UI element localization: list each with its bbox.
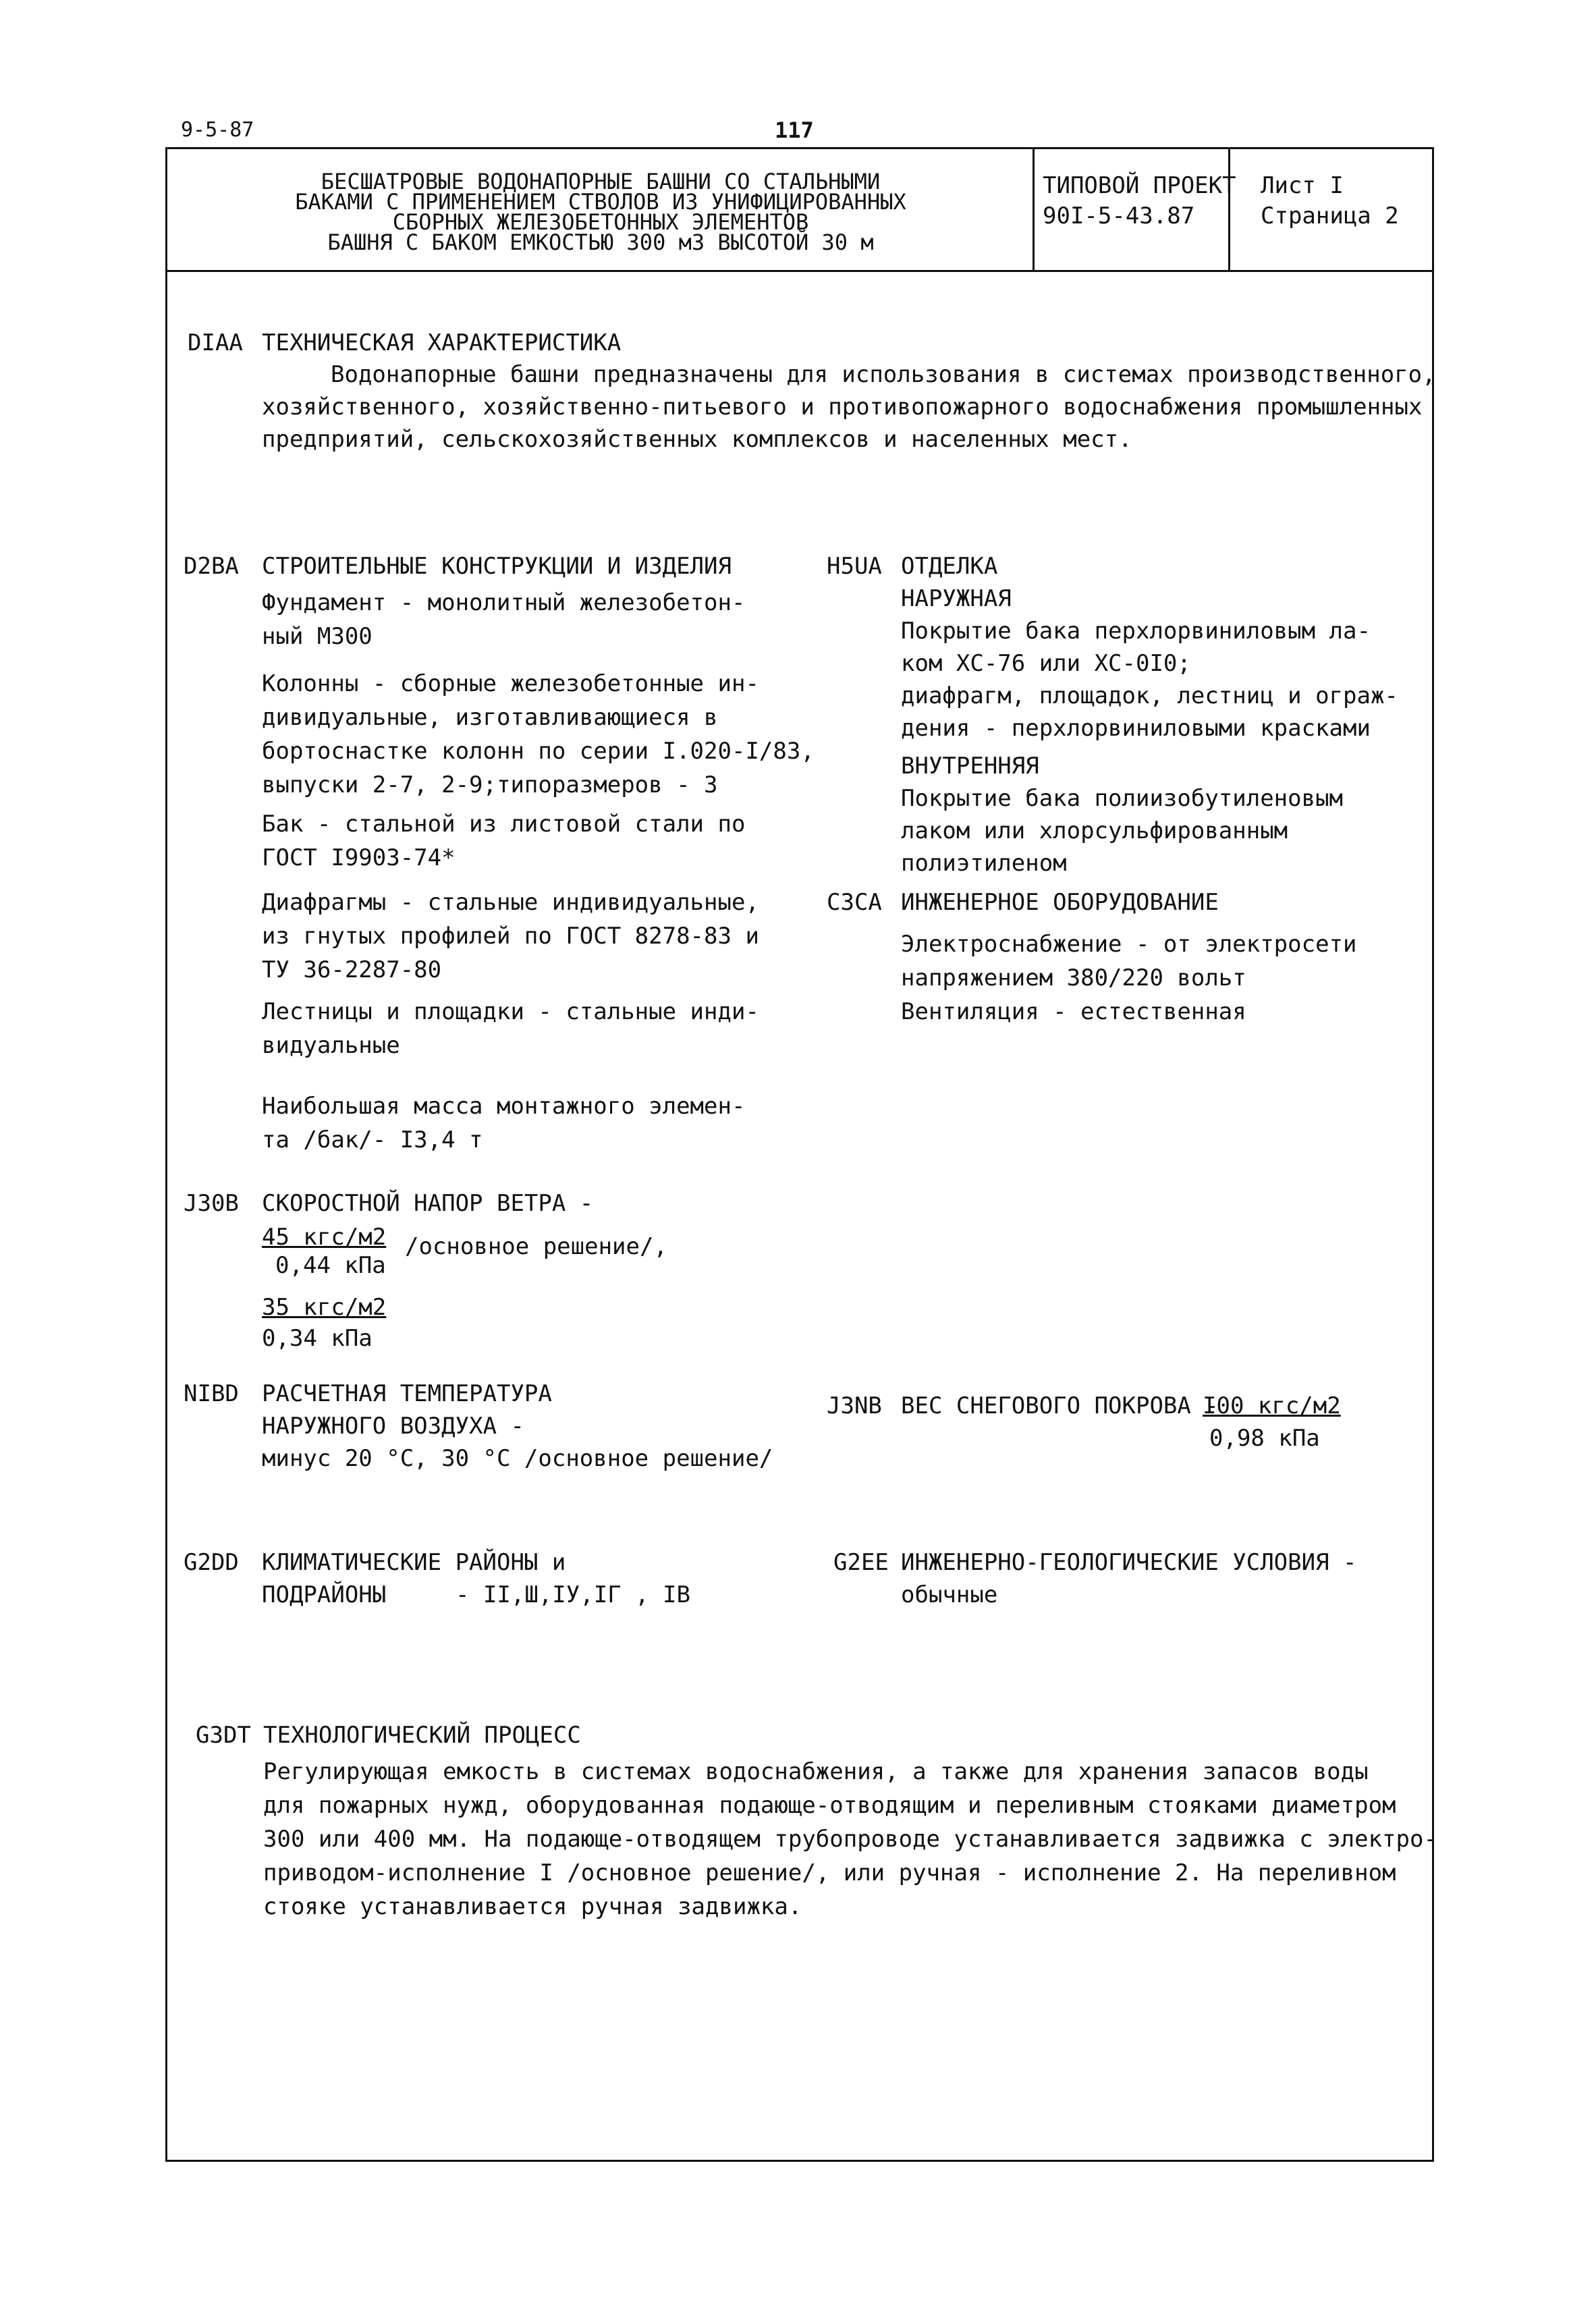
finish-inner-line-3: полиэтиленом — [901, 850, 1067, 877]
mass-line-1: Наибольшая масса монтажного элемен- — [262, 1093, 746, 1120]
equipment-title: ИНЖЕНЕРНОЕ ОБОРУДОВАНИЕ — [901, 889, 1219, 916]
header-title-line-1: БЕСШАТРОВЫЕ ВОДОНАПОРНЫЕ БАШНИ СО СТАЛЬНЫМИ — [321, 169, 881, 194]
header-title-line-4: БАШНЯ С БАКОМ ЕМКОСТЬЮ 300 м3 ВЫСОТОЙ 30 м — [327, 229, 874, 255]
finish-outer-line-2: ком ХС-76 или ХС-0I0; — [901, 650, 1191, 677]
foundation-line-1: Фундамент - монолитный железобетон- — [262, 589, 746, 616]
tank-line-1: Бак - стальной из листовой стали по — [262, 811, 746, 838]
sheet-label: Лист I — [1261, 172, 1344, 199]
snow-kpa: 0,98 кПа — [1209, 1425, 1320, 1452]
finish-outer-line-4: дения - перхлорвиниловыми красками — [901, 715, 1371, 742]
temperature-code: NIBD — [184, 1380, 239, 1407]
diaphragm-line-2: из гнутых профилей по ГОСТ 8278-83 и — [262, 923, 759, 950]
finish-outer-line-3: диафрагм, площадок, лестниц и ограж- — [901, 682, 1398, 709]
snow-code: J3NB — [827, 1392, 882, 1419]
process-line-1: Регулирующая емкость в системах водоснабжения, а также для хранения запасов воды — [263, 1758, 1369, 1785]
constructions-code: D2BA — [184, 553, 239, 580]
equipment-line-1: Электроснабжение - от электросети — [901, 931, 1357, 958]
tank-line-2: ГОСТ I9903-74* — [262, 844, 456, 871]
equipment-line-3: Вентиляция - естественная — [901, 998, 1246, 1025]
equipment-line-2: напряжением 380/220 вольт — [901, 964, 1246, 991]
temperature-line-3: минус 20 °С, 30 °С /основное решение/ — [262, 1445, 773, 1472]
finish-inner-label: ВНУТРЕННЯЯ — [901, 753, 1039, 780]
tech-line-3: предприятий, сельскохозяйственных комплексов и населенных мест. — [262, 426, 1132, 453]
wind-value-2-kpa: 0,34 кПа — [262, 1325, 373, 1352]
page-label: Страница 2 — [1261, 202, 1399, 229]
process-line-2: для пожарных нужд, оборудованная подающе-отводящим и переливным стояками диаметром — [263, 1792, 1396, 1819]
geology-title: ИНЖЕНЕРНО-ГЕОЛОГИЧЕСКИЕ УСЛОВИЯ - — [901, 1549, 1357, 1576]
snow-title: ВЕС СНЕГОВОГО ПОКРОВА - — [901, 1392, 1219, 1419]
header-col-line-2 — [1228, 147, 1230, 271]
snow-value: I00 кгс/м2 — [1203, 1392, 1341, 1419]
geology-code: G2EE — [833, 1549, 889, 1576]
tech-title: ТЕХНИЧЕСКАЯ ХАРАКТЕРИСТИКА — [262, 329, 622, 356]
wind-code: J30B — [184, 1190, 239, 1217]
process-code: G3DT — [196, 1722, 251, 1749]
diaphragm-line-3: ТУ 36-2287-80 — [262, 956, 442, 983]
columns-line-1: Колонны - сборные железобетонные ин- — [262, 670, 759, 697]
project-label: ТИПОВОЙ ПРОЕКТ — [1043, 172, 1236, 199]
header-title-line-3: СБОРНЫХ ЖЕЛЕЗОБЕТОННЫХ ЭЛЕМЕНТОВ — [392, 209, 809, 235]
page-number: 117 — [775, 117, 814, 143]
temperature-line-1: РАСЧЕТНАЯ ТЕМПЕРАТУРА — [262, 1380, 552, 1407]
tech-line-1: Водонапорные башни предназначены для использования в системах производственного, — [331, 361, 1436, 388]
stairs-line-1: Лестницы и площадки - стальные инди- — [262, 998, 759, 1025]
columns-line-2: дивидуальные, изготавливающиеся в — [262, 704, 718, 731]
climate-line-2: ПОДРАЙОНЫ — [262, 1581, 387, 1608]
climate-line-1: КЛИМАТИЧЕСКИЕ РАЙОНЫ и — [262, 1549, 566, 1576]
process-title: ТЕХНОЛОГИЧЕСКИЙ ПРОЦЕСС — [263, 1722, 581, 1749]
header-title — [172, 169, 1029, 255]
diaphragm-line-1: Диафрагмы - стальные индивидуальные, — [262, 889, 759, 916]
columns-line-4: выпуски 2-7, 2-9;типоразмеров - 3 — [262, 771, 718, 798]
mass-line-2: та /бак/- I3,4 т — [262, 1126, 483, 1153]
wind-value-1-note: /основное решение/, — [405, 1233, 667, 1260]
stairs-line-2: видуальные — [262, 1032, 400, 1059]
finish-inner-line-2: лаком или хлорсульфированным — [901, 817, 1288, 844]
geology-value: обычные — [901, 1581, 998, 1608]
process-line-3: 300 или 400 мм. На подающе-отводящем трубопроводе устанавливается задвижка с электро- — [263, 1826, 1437, 1853]
finish-code: H5UA — [827, 553, 882, 580]
wind-value-1-kpa: 0,44 кПа — [275, 1252, 386, 1279]
finish-outer-label: НАРУЖНАЯ — [901, 585, 1012, 612]
doc-ref: 9-5-87 — [181, 118, 254, 142]
project-number: 90I-5-43.87 — [1043, 202, 1195, 229]
finish-outer-line-1: Покрытие бака перхлорвиниловым ла- — [901, 618, 1371, 645]
temperature-line-2: НАРУЖНОГО ВОЗДУХА - — [262, 1413, 524, 1440]
finish-title: ОТДЕЛКА — [901, 553, 998, 580]
foundation-line-2: ный М300 — [262, 623, 373, 650]
finish-inner-line-1: Покрытие бака полиизобутиленовым — [901, 785, 1344, 812]
wind-value-1: 45 кгс/м2 — [262, 1224, 387, 1251]
tech-code: DIAA — [188, 329, 243, 356]
columns-line-3: бортоснастке колонн по серии I.020-I/83, — [262, 738, 815, 765]
constructions-title: СТРОИТЕЛЬНЫЕ КОНСТРУКЦИИ И ИЗДЕЛИЯ — [262, 553, 732, 580]
wind-title: СКОРОСТНОЙ НАПОР ВЕТРА - — [262, 1190, 594, 1217]
tech-line-2: хозяйственного, хозяйственно-питьевого и противопожарного водоснабжения промышленных — [262, 393, 1423, 420]
equipment-code: C3CA — [827, 889, 882, 916]
climate-value: - II,Ш,IУ,IГ , IВ — [456, 1581, 690, 1608]
header-title-line-2: БАКАМИ С ПРИМЕНЕНИЕМ СТВОЛОВ ИЗ УНИФИЦИРОВАННЫХ — [295, 189, 906, 215]
process-line-5: стояке устанавливается ручная задвижка. — [263, 1893, 802, 1920]
process-line-4: приводом-исполнение I /основное решение/, или ручная - исполнение 2. На переливном — [263, 1859, 1396, 1886]
climate-code: G2DD — [184, 1549, 239, 1576]
header-divider — [165, 270, 1434, 272]
wind-value-2: 35 кгс/м2 — [262, 1294, 387, 1321]
header-col-line-1 — [1033, 147, 1035, 271]
